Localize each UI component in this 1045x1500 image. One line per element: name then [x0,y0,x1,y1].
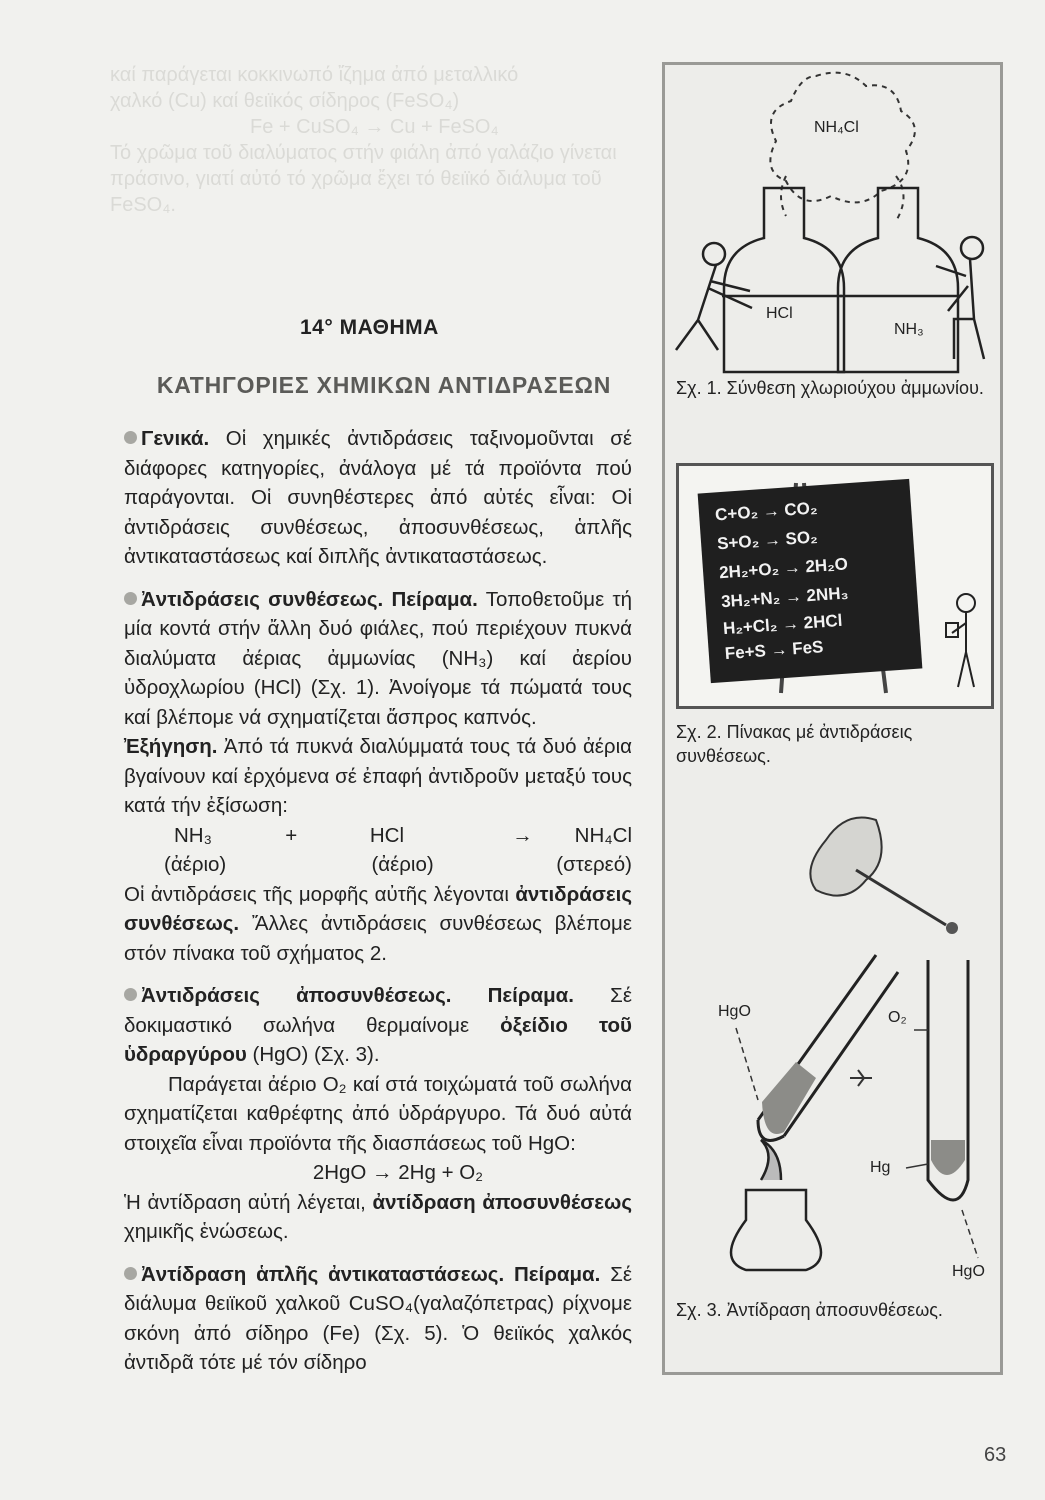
bold-term: ὀξείδιο τοῦ ὑδραργύρου [124,1013,632,1066]
blackboard [698,479,923,683]
board-line: C+O₂ → CO₂ [714,498,819,525]
board-line: H₂+Cl₂ → 2HCl [722,610,843,639]
state-gas: (ἀέριο) [164,853,227,876]
bullet-icon [124,592,137,605]
explanation-paragraph [124,732,632,821]
paragraph-text: Τοποθετοῦμε τή μία κοντά στήν ἄλλη δυό φιάλες, πού περιέχουν πυκνά διαλύματα ἀέριας ἀμμωνίας (NH₃) καί ἀερίου ὑδροχλωρίου (HCl) (Σχ. 1). Ἀνοίγομε τά πώματά τους καί βλέπομε νά σχηματίζεται ἄσπρος καπνός. [124,587,632,729]
stick-figure-right-icon [936,237,984,359]
paragraph-text: Σέ δοκιμαστικό σωλήνα θερμαίνομε [124,984,632,1037]
explanation-heading: Ἐξήγηση. [124,735,218,758]
page-number: 63 [984,1444,1007,1466]
paragraph-text: Οἱ ἀντιδράσεις τῆς μορφῆς αὐτῆς λέγονται [124,882,516,906]
state-gas: (ἀέριο) [371,853,434,876]
bullet-icon [124,988,137,1001]
ghost-line: Τό χρῶμα τοῦ διαλύματος στήν φιάλη ἀπό γαλάζιο γίνεται πράσινο, γιατί αὐτό τό χρῶμα ἔχει τό θειϊκό διάλυμα τοῦ FeSO₄. [110,142,617,216]
paragraph-text: Ἄλλες ἀντιδράσεις συνθέσεως βλέπομε στόν πίνακα τοῦ σχήματος 2. [124,912,632,965]
hand-holding-match-icon [810,818,881,896]
general-paragraph [124,424,632,572]
board-line: 2H₂+O₂ → 2H₂O [718,554,849,583]
synthesis-equation [124,821,632,880]
reactant-hcl: HCl [369,823,405,847]
burner-icon [731,1140,821,1270]
paragraph-text: Παράγεται ἀέριο O₂ καί στά τοιχώματά τοῦ σωλήνα σχηματίζεται καθρέφτης ἀπό ὑδράργυρο. Τά δυό αὐτά στοιχεῖα εἶναι προϊόντα τῆς διασπάσεως τοῦ HgO: [124,1072,632,1155]
label-hg: Hg [870,1159,891,1176]
flame-icon [946,922,958,934]
decomposition-detail [124,1070,632,1159]
board-line: S+O₂ → SO₂ [716,527,819,554]
figure-1-illustration [666,66,994,378]
lesson-title: 14° ΜΑΘΗΜΑ [300,316,439,339]
stick-figure-teacher-icon [946,594,975,687]
paragraph-text: χημικῆς ἑνώσεως. [124,1220,289,1243]
hgo-powder [762,1062,816,1134]
label-hcl: HCl [766,305,793,322]
paragraph-text: Οἱ χημικές ἀντιδράσεις ταξινομοῦνται σέ διάφορες κατηγορίες, ἀνάλογα μέ τά προϊόντα πού παράγονται. Οἱ συνηθέστερες ἀπό αὐτές εἶναι: Οἱ ἀντιδράσεις συνθέσεως, ἀποσυνθέσεως, ἁπλῆς ἀντικαταστάσεως καί διπλῆς ἀντικαταστάσεως. [124,427,632,568]
ghost-line: χαλκό (Cu) καί θειϊκός σίδηρος (FeSO₄) [110,90,460,112]
figure-1-caption: Σχ. 1. Σύνθεση χλωριούχου ἀμμωνίου. [676,378,984,398]
plus-sign: + [285,823,298,847]
section-heading: Ἀντίδραση ἁπλῆς ἀντικαταστάσεως. Πείραμα. [141,1262,601,1286]
synthesis-conclusion [124,880,632,969]
bold-term: ἀντίδραση ἀποσυνθέσεως [372,1190,632,1214]
ghost-line: καί παράγεται κοκκινωπό ἴζημα ἀπό μεταλλικό [110,64,519,86]
reactant-nh3: NH₃ [174,823,212,847]
main-text-column [124,424,632,1378]
figure-2-caption: Σχ. 2. Πίνακας μέ ἀντιδράσεις συνθέσεως. [676,722,913,766]
label-hgo-top: HgO [718,1003,751,1020]
mercury-deposit [931,1140,965,1175]
decomposition-equation: 2HgO → 2Hg + O₂ [312,1161,484,1184]
paragraph-text: (HgO) (Σχ. 3). [246,1043,380,1066]
arrow-icon [850,1070,872,1086]
replacement-paragraph [124,1260,632,1378]
paragraph-text: Ἀπό τά πυκνά διαλύμματά τους τά δυό ἀέρια βγαίνουν καί ἐρχόμενα σέ ἐπαφή ἀντιδροῦν μεταξύ τους κατά τήν ἐξίσωση: [124,735,632,817]
reaction-arrow: → [512,823,533,847]
paragraph-text: Σέ διάλυμα θειϊκοῦ χαλκοῦ CuSO₄(γαλαζόπετρας) ρίχνομε σκόνη ἀπό σίδηρο (Fe) (Σχ. 5). Ὁ θειϊκός χαλκός ἀντιδρᾶ τότε μέ τόν σίδηρο [124,1262,632,1374]
show-through-text [110,62,640,218]
paragraph-text: Ἡ ἀντίδραση αὐτή λέγεται, [124,1190,373,1214]
figure-3-illustration [666,780,994,1290]
decomposition-conclusion [124,1188,632,1247]
label-nh3: NH₃ [894,321,924,338]
smoke-cloud-icon [770,73,915,221]
bullet-icon [124,431,137,444]
chapter-title: ΚΑΤΗΓΟΡΙΕΣ ΧΗΜΙΚΩΝ ΑΝΤΙΔΡΑΣΕΩΝ [156,372,612,398]
bullet-icon [124,1267,137,1280]
ghost-line: Fe + CuSO₄ → Cu + FeSO₄ [250,116,499,138]
bottle-hcl-icon [722,188,844,372]
state-solid: (στερεό) [556,853,632,876]
section-heading: Ἀντιδράσεις συνθέσεως. Πείραμα. [141,587,478,611]
label-nh4cl: NH₄Cl [814,119,859,136]
bold-term: ἀντιδράσεις συνθέσεως. [124,882,632,935]
decomposition-paragraph [124,981,632,1070]
label-o2: O₂ [888,1009,907,1026]
figure-3-caption: Σχ. 3. Ἀντίδραση ἀποσυνθέσεως. [676,1300,943,1320]
label-hgo-bottom: HgO [952,1263,985,1280]
section-heading: Γενικά. [141,427,210,450]
product-nh4cl: NH₄Cl [574,823,632,847]
section-heading: Ἀντιδράσεις ἀποσυνθέσεως. Πείραμα. [141,984,574,1007]
board-line: 3H₂+N₂ → 2NH₃ [720,583,849,612]
synthesis-paragraph [124,585,632,733]
board-line: Fe+S → FeS [724,637,825,664]
match-stick-icon [856,870,946,925]
